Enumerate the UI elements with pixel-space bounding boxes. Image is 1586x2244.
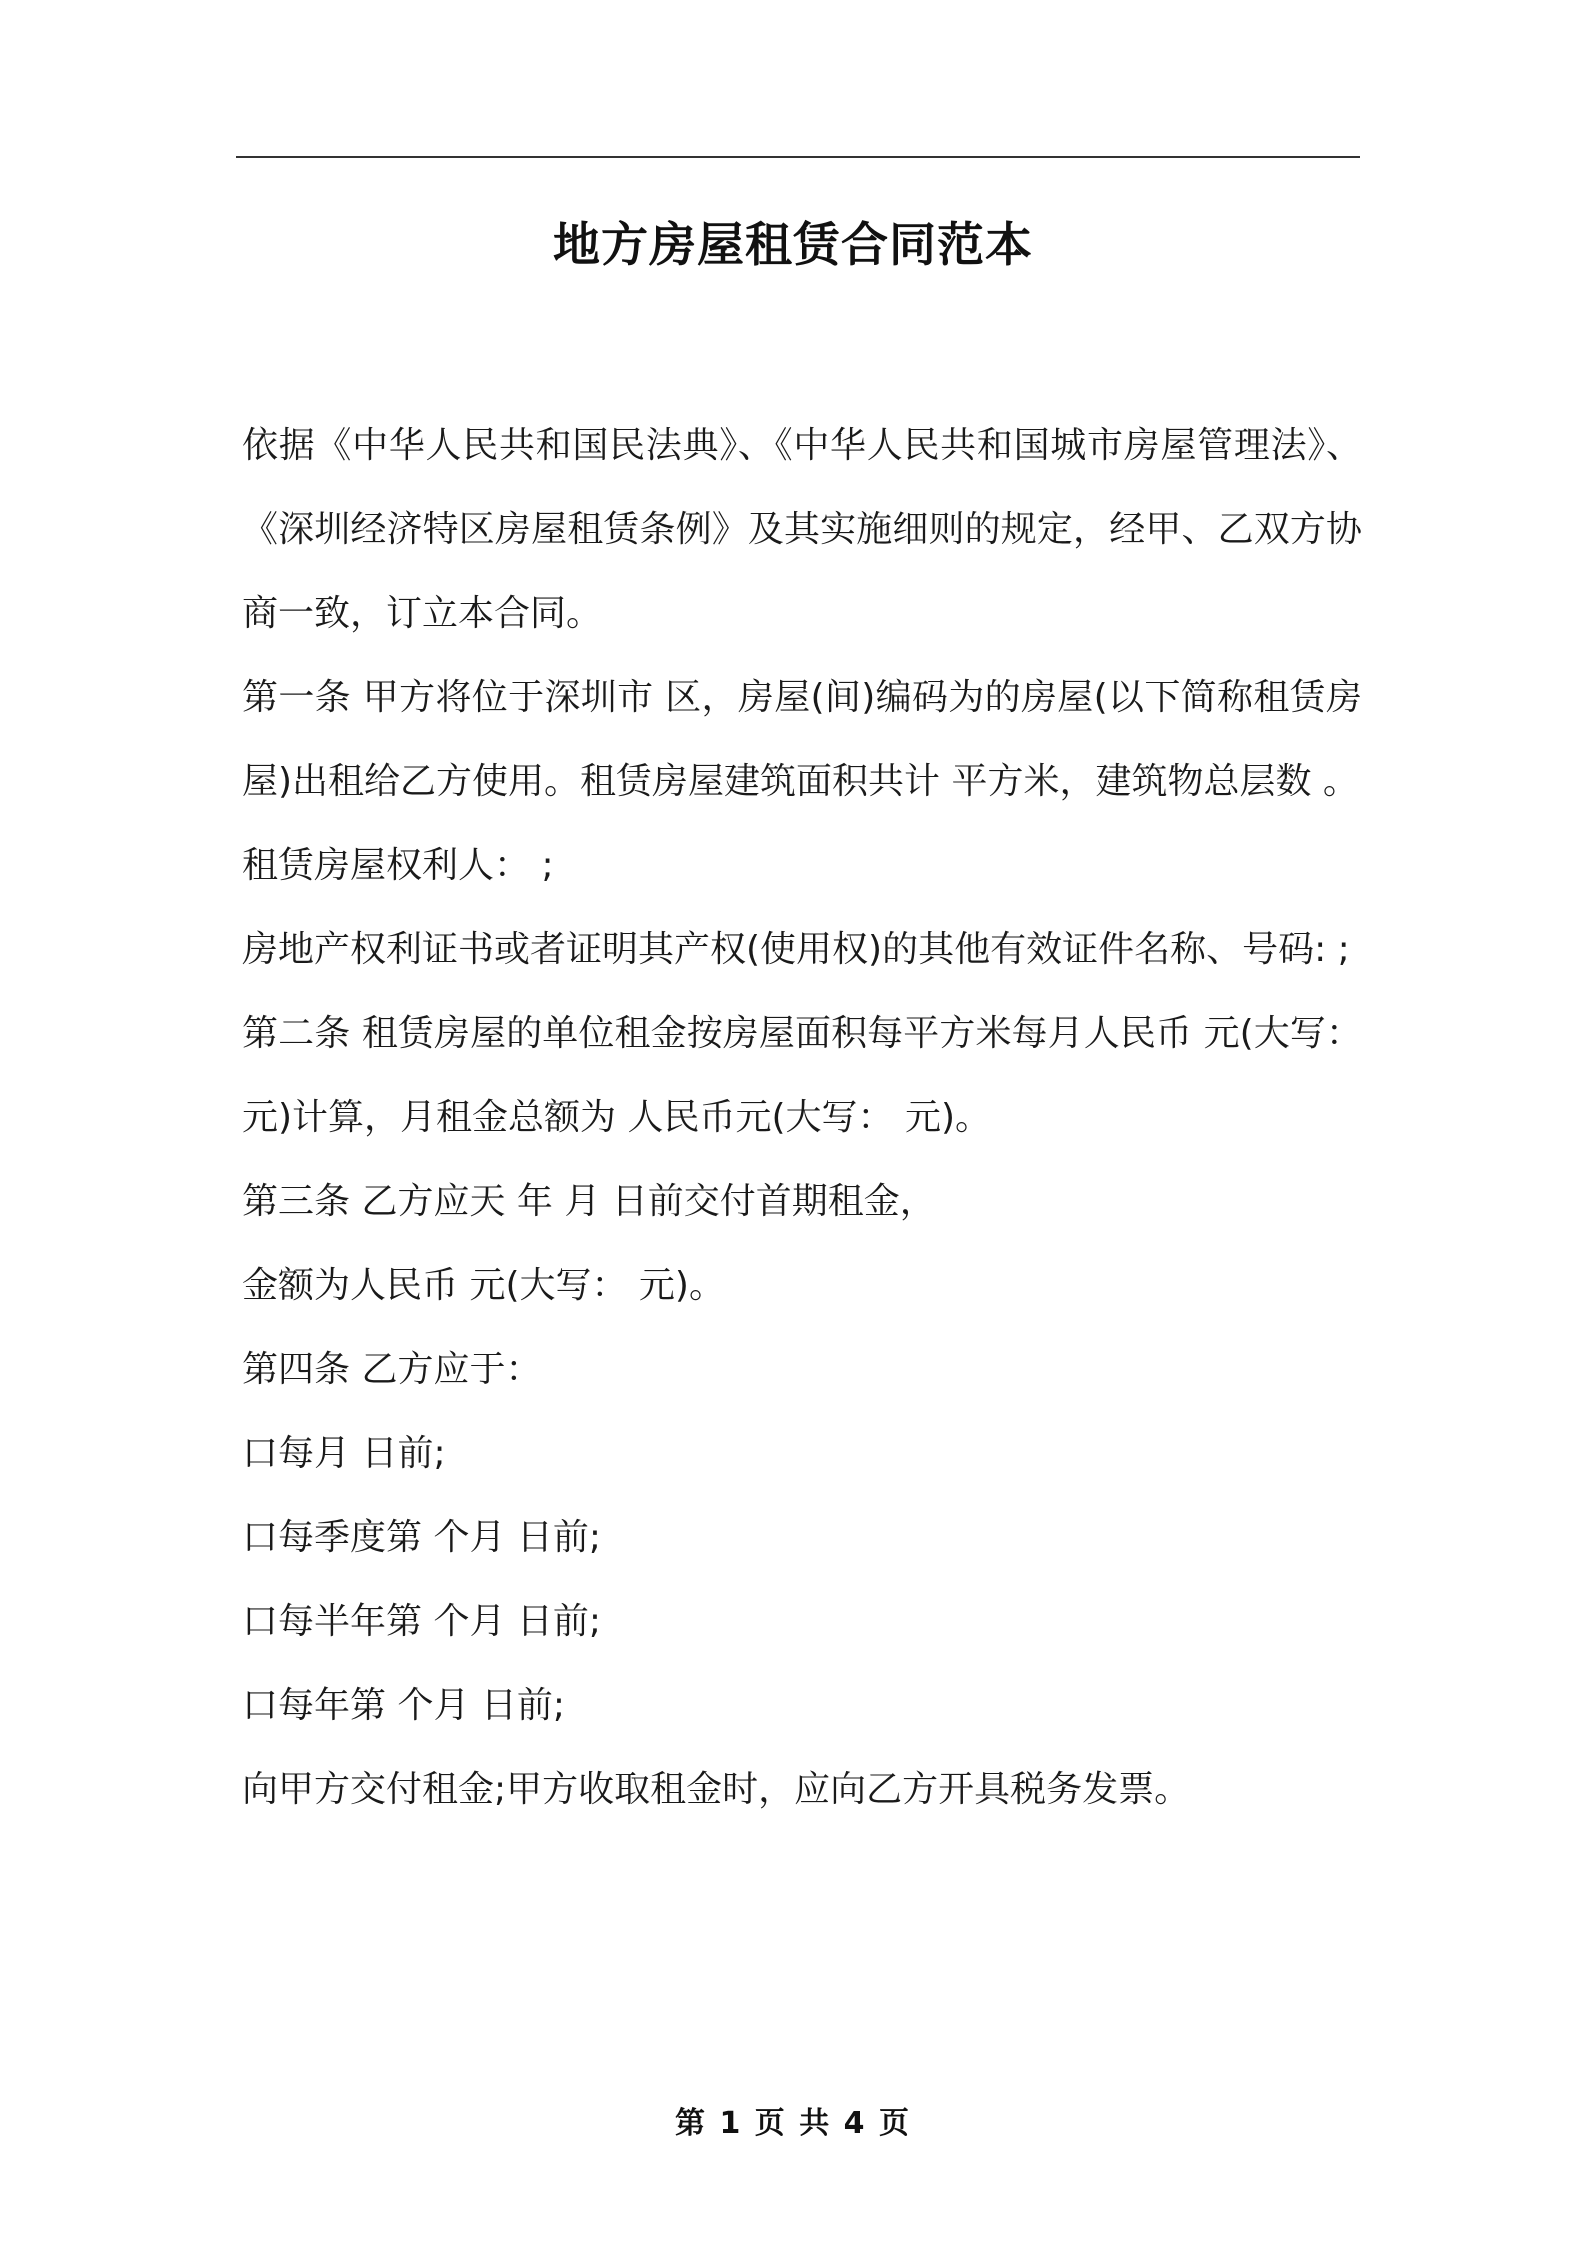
paragraph-preamble: 依据《中华人民共和国民法典》、《中华人民共和国城市房屋管理法》、《深圳经济特区房屋租赁条例》及其实施细则的规定，经甲、乙双方协商一致，订立本合同。 [242,425,1362,634]
paragraph-certificate: 房地产权利证书或者证明其产权(使用权)的其他有效证件名称、号码: ; [242,929,1350,970]
page-footer: 第 1 页 共 4 页 [675,2106,911,2141]
option-annual: 口每年第 个月 日前; [242,1685,566,1726]
option-monthly: 口每月 日前; [242,1433,446,1474]
paragraph-rights-holder: 租赁房屋权利人： ; [242,845,554,886]
paragraph-article-1: 第一条 甲方将位于深圳市 区，房屋(间)编码为的房屋(以下简称租赁房屋)出租给乙方使用。租赁房屋建筑面积共计 平方米，建筑物总层数 。 [242,677,1362,802]
option-quarterly: 口每季度第 个月 日前; [242,1517,602,1558]
document-title: 地方房屋租赁合同范本 [553,218,1033,273]
document-body [242,404,1362,1832]
paragraph-article-4: 第四条 乙方应于： [242,1349,542,1390]
header-rule [236,156,1360,158]
paragraph-article-3: 第三条 乙方应天 年 月 日前交付首期租金， [242,1181,936,1222]
option-semiannual: 口每半年第 个月 日前; [242,1601,602,1642]
paragraph-article-2: 第二条 租赁房屋的单位租金按房屋面积每平方米每月人民币 元(大写： 元)计算，月租金总额为 人民币元(大写： 元)。 [242,1013,1362,1138]
paragraph-article-3-amount: 金额为人民币 元(大写： 元)。 [242,1265,725,1306]
paragraph-payment: 向甲方交付租金;甲方收取租金时，应向乙方开具税务发票。 [242,1769,1191,1810]
